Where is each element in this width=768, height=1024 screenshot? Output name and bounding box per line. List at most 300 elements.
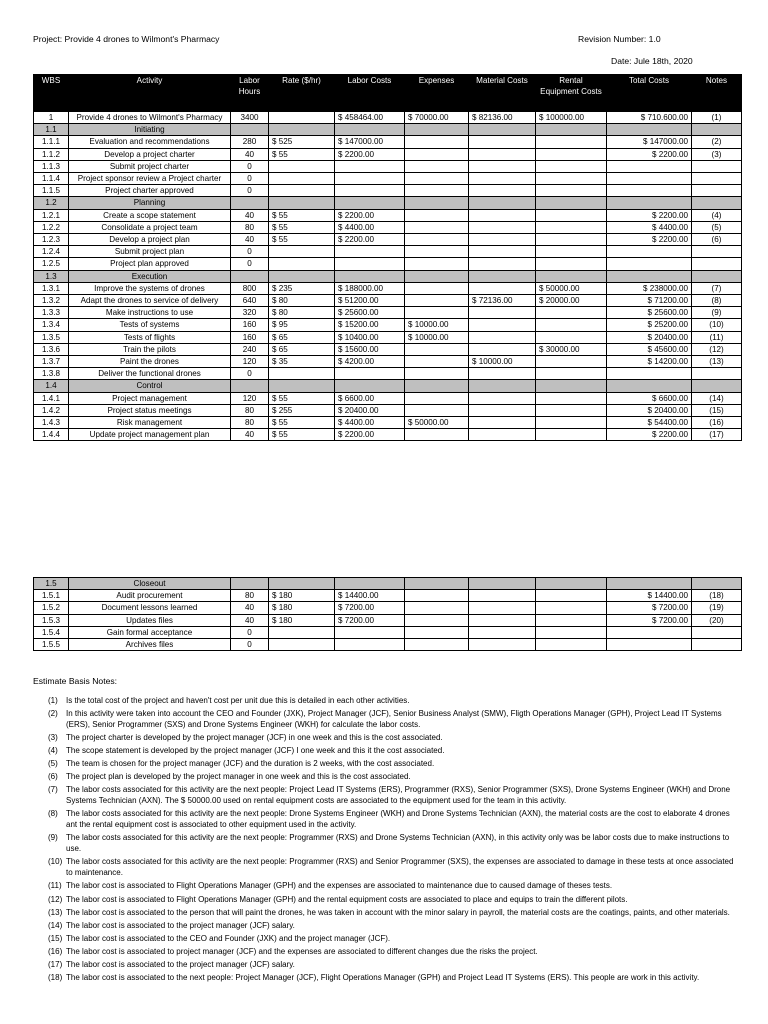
note-text: The project charter is developed by the project manager (JCF) in one week and this is the cost associated. — [66, 733, 443, 743]
activity-cell: Risk management — [69, 417, 231, 429]
notes-ref-cell: (17) — [692, 429, 742, 441]
phase-name-cell: Closeout — [69, 578, 231, 590]
material-costs-cell: $ 82136.00 — [469, 112, 536, 124]
rental-equipment-cell — [536, 136, 607, 148]
wbs-cell: 1.3.6 — [34, 343, 69, 355]
labor-costs-cell: $ 2200.00 — [335, 429, 405, 441]
total-costs-cell — [607, 626, 692, 638]
empty-cell — [335, 380, 405, 392]
rate-cell: $ 180 — [269, 602, 335, 614]
labor-hours-cell: 0 — [231, 639, 269, 651]
labor-costs-cell: $ 147000.00 — [335, 136, 405, 148]
table-row — [34, 368, 742, 380]
table-row — [34, 404, 742, 416]
note-number: (9) — [48, 833, 58, 843]
rental-equipment-cell — [536, 221, 607, 233]
rental-equipment-cell — [536, 429, 607, 441]
labor-hours-cell: 160 — [231, 331, 269, 343]
note-number: (11) — [48, 881, 62, 891]
labor-costs-cell — [335, 246, 405, 258]
labor-hours-cell: 40 — [231, 614, 269, 626]
note-number: (10) — [48, 857, 63, 867]
labor-costs-cell: $ 25600.00 — [335, 307, 405, 319]
rental-equipment-cell — [536, 368, 607, 380]
activity-cell: Project plan approved — [69, 258, 231, 270]
notes-ref-cell — [692, 639, 742, 651]
note-item — [33, 908, 737, 919]
empty-cell — [335, 197, 405, 209]
column-header-total-costs: Total Costs — [607, 75, 692, 112]
rental-equipment-cell — [536, 392, 607, 404]
rental-equipment-cell: $ 50000.00 — [536, 282, 607, 294]
rate-cell: $ 180 — [269, 590, 335, 602]
rate-cell: $ 55 — [269, 392, 335, 404]
expenses-cell — [405, 626, 469, 638]
total-costs-cell — [607, 246, 692, 258]
table-row — [34, 319, 742, 331]
activity-cell: Paint the drones — [69, 356, 231, 368]
empty-cell — [469, 270, 536, 282]
phase-name-cell: Control — [69, 380, 231, 392]
expenses-cell — [405, 614, 469, 626]
note-number: (13) — [48, 907, 63, 917]
material-costs-cell — [469, 307, 536, 319]
expenses-cell — [405, 343, 469, 355]
activity-cell: Update project management plan — [69, 429, 231, 441]
labor-hours-cell: 40 — [231, 234, 269, 246]
note-item — [33, 833, 737, 855]
wbs-cell: 1.3.1 — [34, 282, 69, 294]
note-text: The labor cost is associated to the person that will paint the drones, he was taken in account with the minor salary in payroll, the material costs are the coatings, paints, and other materials. — [66, 907, 730, 917]
material-costs-cell — [469, 331, 536, 343]
wbs-cell: 1.3.2 — [34, 295, 69, 307]
phase-row — [34, 380, 742, 392]
note-text: Is the total cost of the project and haven't cost per unit due this is detailed in each other activities. — [66, 696, 410, 705]
table-row — [34, 639, 742, 651]
notes-ref-cell: (1) — [692, 112, 742, 124]
expenses-cell — [405, 429, 469, 441]
note-text: The labor costs associated for this activity are the next people: Programmer (RXS) and Senior Programmer (SXS), the expenses are associated to damage in these tests at once associated to maintenance. — [66, 857, 734, 878]
wbs-cell: 1 — [34, 112, 69, 124]
expenses-cell — [405, 234, 469, 246]
wbs-cell: 1.1.5 — [34, 185, 69, 197]
material-costs-cell — [469, 590, 536, 602]
total-costs-cell: $ 71200.00 — [607, 295, 692, 307]
note-item — [33, 960, 737, 971]
note-number: (15) — [48, 933, 63, 943]
labor-costs-cell: $ 2200.00 — [335, 148, 405, 160]
activity-cell: Submit project charter — [69, 160, 231, 172]
activity-cell: Provide 4 drones to Wilmont's Pharmacy — [69, 112, 231, 124]
activity-cell: Document lessons learned — [69, 602, 231, 614]
total-costs-cell: $ 14200.00 — [607, 356, 692, 368]
empty-cell — [469, 380, 536, 392]
rate-cell: $ 55 — [269, 221, 335, 233]
activity-cell: Train the pilots — [69, 343, 231, 355]
wbs-cell: 1.3.5 — [34, 331, 69, 343]
expenses-cell — [405, 221, 469, 233]
rental-equipment-cell — [536, 319, 607, 331]
wbs-cell: 1.5.4 — [34, 626, 69, 638]
activity-cell: Improve the systems of drones — [69, 282, 231, 294]
column-header-notes: Notes — [692, 75, 742, 112]
expenses-cell: $ 10000.00 — [405, 331, 469, 343]
labor-costs-cell: $ 4200.00 — [335, 356, 405, 368]
expenses-cell — [405, 602, 469, 614]
labor-hours-cell: 800 — [231, 282, 269, 294]
empty-cell — [269, 197, 335, 209]
table-row — [34, 307, 742, 319]
empty-cell — [269, 124, 335, 136]
total-costs-cell: $ 54400.00 — [607, 417, 692, 429]
total-costs-cell: $ 20400.00 — [607, 331, 692, 343]
empty-cell — [692, 197, 742, 209]
activity-cell: Audit procurement — [69, 590, 231, 602]
expenses-cell — [405, 136, 469, 148]
rental-equipment-cell — [536, 590, 607, 602]
labor-costs-cell — [335, 626, 405, 638]
labor-hours-cell: 640 — [231, 295, 269, 307]
note-number: (1) — [48, 696, 58, 705]
expenses-cell — [405, 639, 469, 651]
activity-cell: Archives files — [69, 639, 231, 651]
empty-cell — [335, 270, 405, 282]
note-item — [33, 881, 737, 892]
note-number: (8) — [48, 809, 58, 819]
rate-cell: $ 65 — [269, 343, 335, 355]
total-costs-cell: $ 2200.00 — [607, 234, 692, 246]
rate-cell: $ 525 — [269, 136, 335, 148]
column-header-rental-equipment-costs: Rental Equipment Costs — [536, 75, 607, 112]
rate-cell — [269, 258, 335, 270]
labor-costs-cell: $ 4400.00 — [335, 417, 405, 429]
empty-cell — [231, 578, 269, 590]
expenses-cell — [405, 590, 469, 602]
labor-costs-cell: $ 51200.00 — [335, 295, 405, 307]
rate-cell: $ 55 — [269, 234, 335, 246]
wbs-cell: 1.5.2 — [34, 602, 69, 614]
note-item — [33, 746, 737, 757]
expenses-cell — [405, 258, 469, 270]
wbs-cell: 1.5.5 — [34, 639, 69, 651]
notes-ref-cell: (11) — [692, 331, 742, 343]
expenses-cell — [405, 209, 469, 221]
rate-cell: $ 80 — [269, 295, 335, 307]
note-number: (14) — [48, 920, 63, 930]
labor-hours-cell: 40 — [231, 209, 269, 221]
activity-cell: Consolidate a project team — [69, 221, 231, 233]
wbs-closeout-table — [33, 577, 742, 651]
rental-equipment-cell — [536, 614, 607, 626]
empty-cell — [692, 124, 742, 136]
wbs-cell: 1.2 — [34, 197, 69, 209]
note-number: (17) — [48, 960, 63, 970]
labor-hours-cell: 80 — [231, 221, 269, 233]
table-row — [34, 626, 742, 638]
labor-hours-cell: 160 — [231, 319, 269, 331]
notes-title: Estimate Basis Notes: — [33, 676, 118, 686]
rental-equipment-cell — [536, 185, 607, 197]
note-item — [33, 759, 737, 770]
notes-ref-cell: (6) — [692, 234, 742, 246]
notes-ref-cell: (20) — [692, 614, 742, 626]
labor-hours-cell: 3400 — [231, 112, 269, 124]
labor-hours-cell: 40 — [231, 602, 269, 614]
material-costs-cell — [469, 429, 536, 441]
rate-cell — [269, 246, 335, 258]
total-costs-cell: $ 238000.00 — [607, 282, 692, 294]
note-item — [33, 772, 737, 783]
expenses-cell: $ 10000.00 — [405, 319, 469, 331]
material-costs-cell — [469, 209, 536, 221]
expenses-cell — [405, 282, 469, 294]
empty-cell — [405, 197, 469, 209]
rate-cell — [269, 185, 335, 197]
rate-cell: $ 55 — [269, 429, 335, 441]
activity-cell: Create a scope statement — [69, 209, 231, 221]
notes-ref-cell: (5) — [692, 221, 742, 233]
notes-ref-cell: (8) — [692, 295, 742, 307]
expenses-cell — [405, 246, 469, 258]
empty-cell — [335, 124, 405, 136]
expenses-cell — [405, 356, 469, 368]
material-costs-cell — [469, 282, 536, 294]
wbs-cell: 1.1.3 — [34, 160, 69, 172]
column-header-labor-costs: Labor Costs — [335, 75, 405, 112]
notes-ref-cell: (10) — [692, 319, 742, 331]
empty-cell — [469, 124, 536, 136]
table-row — [34, 295, 742, 307]
labor-hours-cell: 120 — [231, 356, 269, 368]
empty-cell — [536, 380, 607, 392]
empty-cell — [269, 380, 335, 392]
material-costs-cell: $ 72136.00 — [469, 295, 536, 307]
empty-cell — [469, 197, 536, 209]
labor-hours-cell: 0 — [231, 160, 269, 172]
column-header-material-costs: Material Costs — [469, 75, 536, 112]
activity-cell: Gain formal acceptance — [69, 626, 231, 638]
material-costs-cell — [469, 343, 536, 355]
activity-cell: Adapt the drones to service of delivery — [69, 295, 231, 307]
notes-ref-cell: (13) — [692, 356, 742, 368]
note-item — [33, 709, 737, 731]
table-row — [34, 282, 742, 294]
note-text: The labor costs associated for this activity are the next people: Programmer (RXS) and Drone Systems Technician (AXN), in this activity only was be labor costs due to make instructions to use. — [66, 833, 730, 854]
activity-cell: Develop a project charter — [69, 148, 231, 160]
column-header-activity: Activity — [69, 75, 231, 112]
note-text: The labor cost is associated to the CEO and Founder (JXK) and the project manager (JCF). — [66, 933, 391, 943]
labor-hours-cell: 40 — [231, 148, 269, 160]
note-text: In this activity were taken into account the CEO and Founder (JXK), Project Manager (JCF), Senior Business Analyst (SMW), Fligth Operations Manager (GPH), Project Lead IT Systems (ERS), Senior Programmer (SXS) and Drone Systems Engineer (WKH) for calculate the labor costs. — [66, 709, 722, 729]
phase-name-cell: Planning — [69, 197, 231, 209]
empty-cell — [536, 578, 607, 590]
wbs-cell: 1.5.3 — [34, 614, 69, 626]
note-text: The labor cost is associated to Flight Operations Manager (GPH) and the rental equipment costs are associated to place and equips to train the different pilots. — [66, 894, 628, 904]
expenses-cell — [405, 173, 469, 185]
table-row — [34, 356, 742, 368]
notes-ref-cell: (3) — [692, 148, 742, 160]
material-costs-cell — [469, 185, 536, 197]
total-costs-cell: $ 7200.00 — [607, 614, 692, 626]
rental-equipment-cell: $ 30000.00 — [536, 343, 607, 355]
labor-costs-cell: $ 458464.00 — [335, 112, 405, 124]
material-costs-cell — [469, 136, 536, 148]
wbs-cell: 1.3.7 — [34, 356, 69, 368]
total-costs-cell — [607, 258, 692, 270]
wbs-cell: 1.4.4 — [34, 429, 69, 441]
note-text: The labor cost is associated to the project manager (JCF) salary. — [66, 920, 295, 930]
rental-equipment-cell — [536, 258, 607, 270]
labor-costs-cell: $ 2200.00 — [335, 209, 405, 221]
labor-hours-cell: 0 — [231, 368, 269, 380]
rental-equipment-cell — [536, 404, 607, 416]
note-text: The project plan is developed by the project manager in one week and this is the cost associated. — [66, 772, 411, 782]
total-costs-cell — [607, 368, 692, 380]
rate-cell: $ 35 — [269, 356, 335, 368]
table-row — [34, 148, 742, 160]
activity-cell: Project charter approved — [69, 185, 231, 197]
notes-ref-cell: (15) — [692, 404, 742, 416]
column-header-rate: Rate ($/hr) — [269, 75, 335, 112]
total-costs-cell — [607, 160, 692, 172]
rate-cell — [269, 368, 335, 380]
rate-cell: $ 55 — [269, 209, 335, 221]
notes-ref-cell — [692, 160, 742, 172]
note-item — [33, 785, 737, 807]
table-row — [34, 185, 742, 197]
material-costs-cell: $ 10000.00 — [469, 356, 536, 368]
rental-equipment-cell — [536, 331, 607, 343]
empty-cell — [405, 578, 469, 590]
note-text: The team is chosen for the project manager (JCF) and the duration is 2 weeks, with the cost associated. — [66, 759, 435, 769]
material-costs-cell — [469, 246, 536, 258]
phase-name-cell: Initiating — [69, 124, 231, 136]
phase-row — [34, 124, 742, 136]
expenses-cell — [405, 392, 469, 404]
table-row — [34, 602, 742, 614]
table-row — [34, 136, 742, 148]
labor-costs-cell: $ 20400.00 — [335, 404, 405, 416]
labor-costs-cell: $ 15600.00 — [335, 343, 405, 355]
wbs-cell: 1.3 — [34, 270, 69, 282]
activity-cell: Deliver the functional drones — [69, 368, 231, 380]
activity-cell: Submit project plan — [69, 246, 231, 258]
activity-cell: Develop a project plan — [69, 234, 231, 246]
empty-cell — [692, 380, 742, 392]
rate-cell — [269, 173, 335, 185]
rate-cell: $ 235 — [269, 282, 335, 294]
labor-costs-cell: $ 2200.00 — [335, 234, 405, 246]
empty-cell — [269, 578, 335, 590]
empty-cell — [692, 578, 742, 590]
wbs-cell: 1.1.4 — [34, 173, 69, 185]
material-costs-cell — [469, 368, 536, 380]
activity-cell: Make instructions to use — [69, 307, 231, 319]
activity-cell: Project status meetings — [69, 404, 231, 416]
material-costs-cell — [469, 392, 536, 404]
empty-cell — [405, 124, 469, 136]
labor-costs-cell: $ 10400.00 — [335, 331, 405, 343]
labor-costs-cell — [335, 258, 405, 270]
labor-hours-cell: 0 — [231, 173, 269, 185]
material-costs-cell — [469, 639, 536, 651]
notes-ref-cell: (16) — [692, 417, 742, 429]
empty-cell — [692, 270, 742, 282]
labor-hours-cell: 80 — [231, 404, 269, 416]
expenses-cell: $ 70000.00 — [405, 112, 469, 124]
note-text: The labor cost is associated to the next people: Project Manager (JCF), Flight Operations Manager (GPH) and Project Lead IT Systems (ERS). This people are work in this activity. — [66, 973, 700, 983]
expenses-cell — [405, 307, 469, 319]
expenses-cell — [405, 148, 469, 160]
note-number: (2) — [48, 709, 58, 719]
expenses-cell — [405, 404, 469, 416]
expenses-cell — [405, 295, 469, 307]
note-number: (6) — [48, 772, 58, 782]
labor-hours-cell: 120 — [231, 392, 269, 404]
rate-cell: $ 55 — [269, 417, 335, 429]
rate-cell: $ 80 — [269, 307, 335, 319]
labor-costs-cell — [335, 185, 405, 197]
phase-row — [34, 270, 742, 282]
total-costs-cell: $ 45600.00 — [607, 343, 692, 355]
total-costs-cell — [607, 185, 692, 197]
total-costs-cell: $ 14400.00 — [607, 590, 692, 602]
empty-cell — [405, 380, 469, 392]
note-item — [33, 921, 737, 932]
empty-cell — [231, 380, 269, 392]
table-row — [34, 614, 742, 626]
empty-cell — [607, 578, 692, 590]
labor-hours-cell: 0 — [231, 626, 269, 638]
notes-ref-cell — [692, 185, 742, 197]
labor-costs-cell: $ 7200.00 — [335, 614, 405, 626]
note-number: (5) — [48, 759, 58, 769]
table-row — [34, 221, 742, 233]
wbs-cell: 1.2.1 — [34, 209, 69, 221]
table-row — [34, 417, 742, 429]
notes-ref-cell — [692, 258, 742, 270]
note-item — [33, 973, 737, 984]
note-item — [33, 696, 737, 707]
note-number: (7) — [48, 785, 58, 795]
labor-costs-cell: $ 6600.00 — [335, 392, 405, 404]
empty-cell — [607, 270, 692, 282]
column-header-wbs: WBS — [34, 75, 69, 112]
rental-equipment-cell — [536, 209, 607, 221]
total-costs-cell: $ 25600.00 — [607, 307, 692, 319]
rate-cell — [269, 160, 335, 172]
table-row — [34, 429, 742, 441]
table-row — [34, 343, 742, 355]
column-header-expenses: Expenses — [405, 75, 469, 112]
rental-equipment-cell — [536, 148, 607, 160]
wbs-cell: 1.2.4 — [34, 246, 69, 258]
rental-equipment-cell — [536, 234, 607, 246]
activity-cell: Tests of flights — [69, 331, 231, 343]
note-text: The scope statement is developed by the project manager (JCF) I one week and this it the cost associated. — [66, 746, 445, 756]
labor-hours-cell: 0 — [231, 258, 269, 270]
empty-cell — [469, 578, 536, 590]
rental-equipment-cell — [536, 173, 607, 185]
labor-costs-cell: $ 4400.00 — [335, 221, 405, 233]
labor-costs-cell: $ 7200.00 — [335, 602, 405, 614]
document-date: Date: Jule 18th, 2020 — [611, 56, 693, 66]
total-costs-cell: $ 20400.00 — [607, 404, 692, 416]
notes-ref-cell — [692, 246, 742, 258]
wbs-cell: 1.1 — [34, 124, 69, 136]
total-costs-cell: $ 710.600.00 — [607, 112, 692, 124]
table-row — [34, 331, 742, 343]
